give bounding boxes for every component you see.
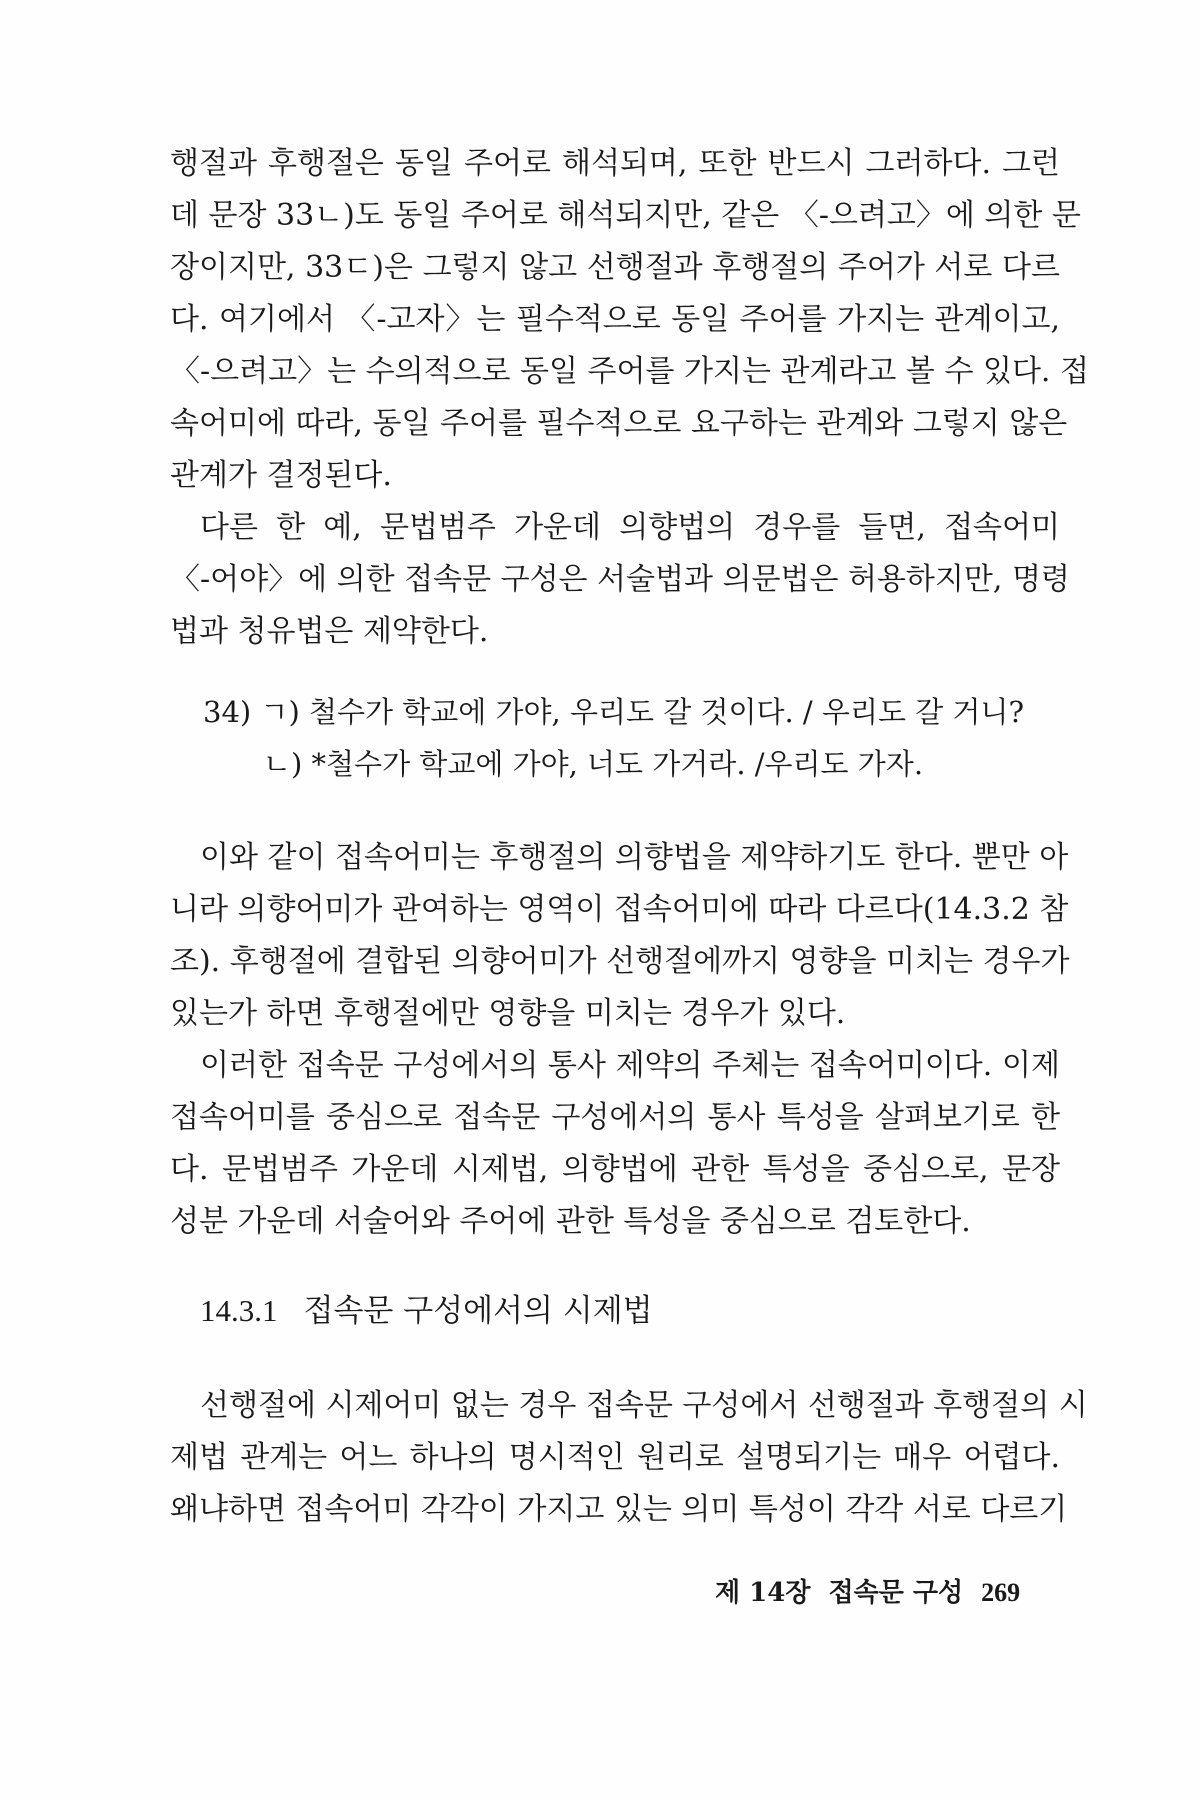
example-34-line-1: 34) ㄱ) 철수가 학교에 가야, 우리도 갈 것이다. / 우리도 갈 거니? xyxy=(203,695,1024,729)
text-line: 장이지만, 33ㄷ)은 그렇지 않고 선행절과 후행절의 주어가 서로 다르 xyxy=(170,250,1060,285)
page-footer xyxy=(715,1572,1020,1609)
paragraph-continuation xyxy=(170,138,1089,502)
paragraph-overview xyxy=(170,1040,1060,1248)
example-34-line-2: ㄴ) *철수가 학교에 가야, 너도 가거라. /우리도 가자. xyxy=(263,747,924,781)
text-line: 행절과 후행절은 동일 주어로 해석되며, 또한 반드시 그러하다. 그런 xyxy=(170,146,1060,181)
text-line: 〈-으려고〉는 수의적으로 동일 주어를 가지는 관계라고 볼 수 있다. 접 xyxy=(170,354,1089,389)
text-line: 데 문장 33ㄴ)도 동일 주어로 해석되지만, 같은 〈-으려고〉에 의한 문 xyxy=(170,198,1081,233)
section-number: 14.3.1 xyxy=(200,1293,278,1328)
text-line: 〈-어야〉에 의한 접속문 구성은 서술법과 의문법은 허용하지만, 명령 xyxy=(170,562,1070,597)
text-line: 다른 한 예, 문법범주 가운데 의향법의 경우를 들면, 접속어미 xyxy=(200,510,1060,545)
text-line: 조). 후행절에 결합된 의향어미가 선행절에까지 영향을 미치는 경우가 xyxy=(170,944,1070,979)
text-line: 이러한 접속문 구성에서의 통사 제약의 주체는 접속어미이다. 이제 xyxy=(200,1048,1060,1083)
section-heading xyxy=(200,1285,653,1337)
text-line: 성분 가운데 서술어와 주어에 관한 특성을 중심으로 검토한다. xyxy=(170,1204,971,1239)
text-line: 니라 의향어미가 관여하는 영역이 접속어미에 따라 다르다(14.3.2 참 xyxy=(170,892,1069,927)
text-line: 접속어미를 중심으로 접속문 구성에서의 통사 특성을 살펴보기로 한 xyxy=(170,1100,1060,1135)
text-line: 선행절에 시제어미 없는 경우 접속문 구성에서 선행절과 후행절의 시 xyxy=(200,1388,1088,1423)
text-line: 다. 여기에서 〈-고자〉는 필수적으로 동일 주어를 가지는 관계이고, xyxy=(170,302,1060,337)
page-number: 269 xyxy=(981,1578,1021,1607)
text-line: 제법 관계는 어느 하나의 명시적인 원리로 설명되기는 매우 어렵다. xyxy=(170,1440,1060,1475)
text-line: 왜냐하면 접속어미 각각이 가지고 있는 의미 특성이 각각 서로 다르기 xyxy=(170,1492,1068,1527)
text-line: 이와 같이 접속어미는 후행절의 의향법을 제약하기도 한다. 뿐만 아 xyxy=(200,840,1069,875)
text-line: 법과 청유법은 제약한다. xyxy=(170,614,489,649)
paragraph-example-intro xyxy=(170,502,1070,658)
paragraph-constraint xyxy=(170,832,1070,1040)
text-line: 속어미에 따라, 동일 주어를 필수적으로 요구하는 관계와 그렇지 않은 xyxy=(170,406,1068,441)
text-line: 있는가 하면 후행절에만 영향을 미치는 경우가 있다. xyxy=(170,996,846,1031)
text-line: 관계가 결정된다. xyxy=(170,458,392,493)
paragraph-tense xyxy=(170,1380,1088,1536)
chapter-label: 제 14장 xyxy=(715,1578,811,1608)
section-title: 접속문 구성에서의 시제법 xyxy=(303,1293,653,1329)
chapter-title: 접속문 구성 xyxy=(828,1578,964,1608)
text-line: 다. 문법범주 가운데 시제법, 의향법에 관한 특성을 중심으로, 문장 xyxy=(170,1152,1060,1187)
